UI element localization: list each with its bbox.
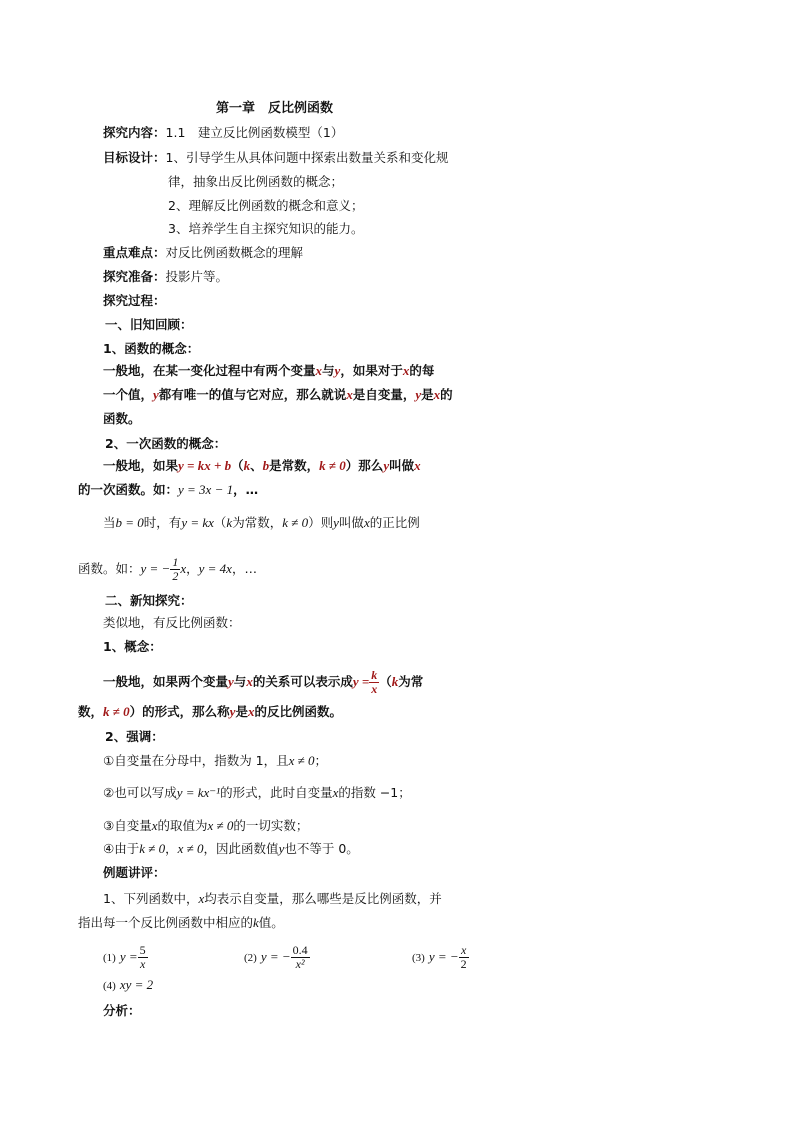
prop-line-1 [103,514,420,532]
fraction-one-half [170,556,180,583]
question-1a [103,890,442,908]
x-ne-0: x ≠ 0 [288,753,315,768]
text: 叫做 [338,515,364,530]
text: 的取值为 [157,818,208,833]
text: 一个值， [103,387,154,402]
text: 值。 [258,915,284,930]
concept-heading: 1、概念： [103,639,162,654]
text: 时，有 [143,515,182,530]
examples-heading: 例题讲评： [103,865,166,880]
var-x: x [180,561,187,576]
option-1 [103,944,148,971]
text: ④由于 [103,841,140,856]
similar-line: 类似地，有反比例函数： [103,615,241,630]
linear-line-2 [78,481,258,499]
linear-example: y = 3x − 1 [178,482,234,497]
var-x: x [151,818,158,833]
emphasis-1 [103,752,327,770]
text: 的反比例函数。 [254,704,342,719]
fraction-k-over-x [369,669,379,696]
var-y: y [334,363,341,378]
proportional-equation: y = kx [181,515,214,530]
text: 是 [421,387,434,402]
text: 也不等于 0。 [284,841,359,856]
func-line-1 [103,362,434,380]
numerator: 5 [139,943,146,957]
linear-equation: y = kx + b [178,458,232,473]
denominator: x [139,957,146,971]
denominator: x [371,682,378,696]
goals-label: 目标设计： [103,150,166,165]
option-4 [103,976,153,995]
prep-line [103,268,228,286]
text: ①自变量在分母中，指数为 1，且 [103,753,289,768]
text: 一般地，在某一变化过程中有两个变量 [103,363,316,378]
emphasis-3 [103,817,308,835]
text: 1、下列函数中， [103,891,199,906]
text: ，如果对于 [340,363,403,378]
x-ne-0: x ≠ 0 [177,841,204,856]
text: ②也可以写成 [103,785,177,800]
text: 指出每一个反比例函数中相应的 [78,915,254,930]
var-y: y [278,841,285,856]
topic-value: 1.1 建立反比例函数模型（1） [165,125,344,140]
k-ne-0: k ≠ 0 [282,515,309,530]
x-ne-0: x ≠ 0 [207,818,234,833]
text: （ [231,458,244,473]
denominator: 2 [172,569,179,583]
var-x: x [332,785,339,800]
numerator: k [371,668,378,682]
text: ）则 [308,515,334,530]
var-y: y [415,387,422,402]
func-line-3: 函数。 [103,411,141,426]
text: 函数。如： [78,561,141,576]
prop-line-2 [78,556,257,583]
text: 的一次函数。如： [78,482,179,497]
text: ，… [233,482,259,497]
func-heading: 1、函数的概念： [103,341,200,356]
var-b: b [262,458,270,473]
var-k: k [226,515,233,530]
topic-line [103,124,343,142]
text: 的关系可以表示成 [252,674,353,689]
goal-2: 2、理解反比例函数的概念和意义； [168,198,364,213]
option-number: (1) [103,952,116,964]
var-x: x [246,674,253,689]
text: 是常数， [269,458,320,473]
k-ne-0: k ≠ 0 [319,458,346,473]
var-x: x [363,515,370,530]
text: 都有唯一的值与它对应，那么就说 [158,387,347,402]
var-x: x [414,458,421,473]
text: 为常 [398,674,424,689]
text: ， [186,561,199,576]
question-1b [78,914,284,932]
var-x: x [402,363,410,378]
var-x: x [433,387,441,402]
text: 的形式，此时自变量 [220,785,333,800]
option-number: (2) [244,952,257,964]
text: ）的形式，那么称 [129,704,230,719]
denominator: 2 [460,957,467,971]
text: 当 [103,515,116,530]
text: 、 [250,458,263,473]
var-y: y [228,674,234,689]
fraction-x-over-2 [459,944,469,971]
option-number: (3) [412,952,425,964]
review-heading: 一、旧知回顾： [105,317,193,332]
text: 的每 [409,363,435,378]
prop-example-1: y = − [140,561,171,576]
var-x: x [198,891,205,906]
prop-example-2: y = 4x [198,561,232,576]
key-value: 对反比例函数概念的理解 [165,245,304,260]
newknow-heading: 二、新知探究： [105,593,193,608]
text: 与 [233,674,247,689]
text: 的正比例 [369,515,420,530]
option-3 [412,944,469,971]
goals-line [103,149,448,167]
option-2 [244,944,310,971]
var-x: x [247,704,255,719]
emphasis-4 [103,840,359,858]
numerator: 1 [172,555,179,569]
b-eq-0: b = 0 [115,515,144,530]
emphasis-heading: 2、强调： [105,729,164,744]
text: 叫做 [389,458,415,473]
fraction-5-over-x [138,944,148,971]
page-title: 第一章 反比例函数 [216,101,334,116]
text: 与 [322,363,335,378]
text: （ [379,674,392,689]
var-y: y [333,515,339,530]
analysis-label: 分析： [103,1003,141,1018]
text: 一般地，如果 [103,458,179,473]
key-label: 重点难点： [103,245,166,260]
power-form: y = kx⁻¹ [176,785,221,800]
text: 均表示自变量，那么哪些是反比例函数，并 [204,891,442,906]
text: ，因此函数值 [203,841,279,856]
linear-heading: 2、一次函数的概念： [105,436,227,451]
func-line-2 [103,386,453,404]
text: 是自变量， [352,387,416,402]
goal-1a: 1、引导学生从具体问题中探索出数量关系和变化规 [165,150,449,165]
prep-value: 投影片等。 [165,269,229,284]
text: ，… [231,561,257,576]
equation: xy = 2 [119,977,154,992]
prep-label: 探究准备： [103,269,166,284]
text: 是 [235,704,248,719]
text: 一般地，如果两个变量 [103,674,229,689]
inverse-equation-lhs: y = [352,674,370,689]
numerator: x [459,944,469,958]
var-k: k [243,458,251,473]
process-label: 探究过程： [103,293,166,308]
k-ne-0: k ≠ 0 [139,841,166,856]
var-k: k [391,674,399,689]
text: 的一切实数； [233,818,309,833]
equation-lhs: y = − [260,949,291,964]
text: 数， [78,704,104,719]
key-line [103,244,303,262]
var-y: y [383,458,390,473]
var-y: y [153,387,159,402]
text: 的指数 −1； [338,785,411,800]
fraction-0.4-over-x-squared [291,944,310,971]
var-k: k [253,915,259,930]
linear-line-1 [103,457,421,475]
text: ； [314,753,328,768]
equation-lhs: y = [119,949,138,964]
text: ③自变量 [103,818,152,833]
def-line-2 [78,703,342,721]
var-x: x [315,363,323,378]
goal-1b: 律，抽象出反比例函数的概念； [168,174,344,189]
denominator: x² [295,957,305,971]
text: ）那么 [345,458,384,473]
goal-3: 3、培养学生自主探究知识的能力。 [168,221,364,236]
numerator: 0.4 [292,943,308,957]
var-x: x [346,387,353,402]
option-number: (4) [103,980,116,992]
topic-label: 探究内容： [103,125,166,140]
equation-lhs: y = − [428,949,459,964]
k-ne-0: k ≠ 0 [103,704,130,719]
text: （ [213,515,227,530]
text: ， [165,841,178,856]
text: 为常数， [232,515,283,530]
emphasis-2 [103,784,411,802]
var-y: y [229,704,236,719]
def-line-1 [103,669,423,696]
text: 的 [440,387,453,402]
